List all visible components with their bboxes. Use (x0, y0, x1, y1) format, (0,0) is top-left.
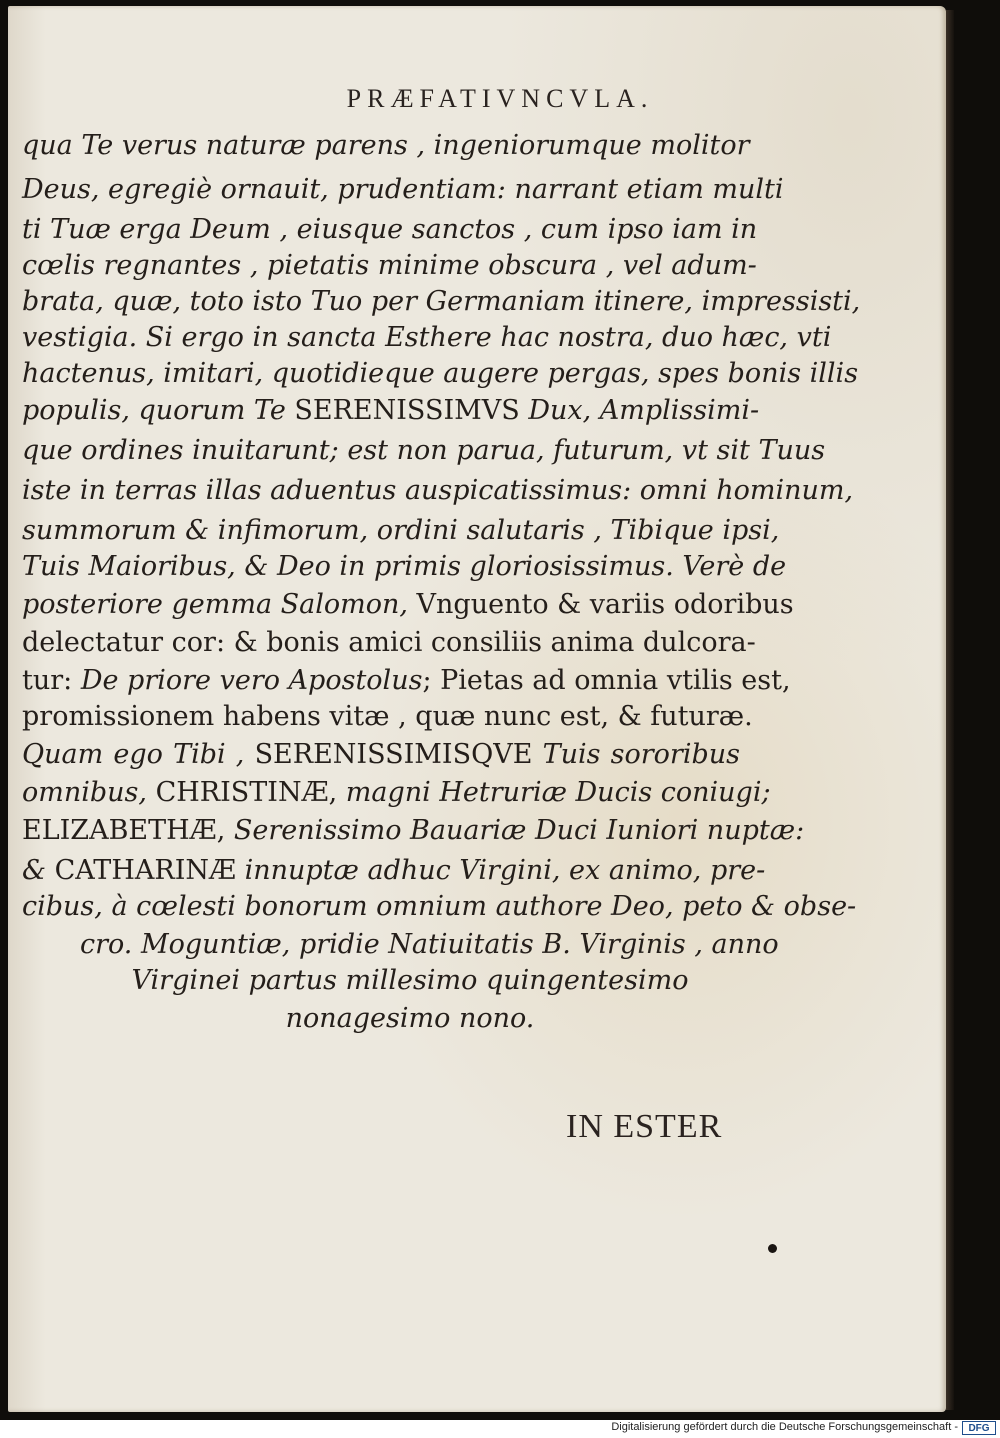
text-span: cœlis regnantes , pietatis minime obscura , vel adum- (22, 250, 757, 281)
text-span: cro. Moguntiæ, pridie Natiuitatis B. Virginis , anno (80, 929, 779, 960)
text-line (22, 473, 854, 509)
text-span: nonagesimo nono. (285, 1003, 535, 1034)
catchword: IN ESTER (566, 1108, 723, 1145)
text-span: CHRISTINÆ, (155, 777, 338, 808)
running-head: PRÆFATIVNCVLA. (346, 84, 654, 113)
text-line (22, 128, 750, 164)
text-line (22, 737, 740, 773)
dfg-logo: DFG (962, 1421, 996, 1435)
text-span: summorum & infimorum, ordini salutaris , Tibique ipsi, (22, 515, 780, 546)
text-span: ti Tuæ erga Deum , eiusque sanctos , cum ipso iam in (22, 214, 758, 245)
text-span: populis, quorum Te (22, 395, 295, 426)
text-span: hactenus, imitari, quotidieque augere pergas, spes bonis illis (22, 358, 859, 389)
text-span: iste in terras illas aduentus auspicatissimus: omni hominum, (22, 475, 854, 506)
text-span: que ordines inuitarunt; est non parua, futurum, vt sit Tuus (22, 435, 826, 466)
text-line (22, 284, 861, 320)
text-span: De priore vero Apostolus (80, 665, 423, 696)
text-line (22, 853, 766, 889)
text-line (22, 433, 826, 469)
ink-dot (768, 1244, 777, 1253)
text-span: CATHARINÆ (54, 855, 237, 886)
text-line (22, 587, 794, 623)
text-span: brata, quæ, toto isto Tuo per Germaniam itinere, impressisti, (22, 286, 861, 317)
text-line (22, 549, 787, 585)
text-line (22, 356, 859, 392)
text-span: qua Te verus naturæ parens , ingeniorumque molitor (22, 130, 750, 161)
text-span: omnibus, (22, 777, 156, 808)
text-line (22, 813, 805, 849)
text-line (80, 927, 779, 963)
text-span: Tuis sororibus (532, 739, 741, 770)
text-span: & (22, 855, 55, 886)
text-line (22, 248, 757, 284)
text-span: Virginei partus millesimo quingentesimo (131, 965, 689, 996)
text-span: Quam ego Tibi , (22, 739, 255, 770)
text-line (22, 663, 791, 699)
text-line (22, 212, 758, 248)
text-line (22, 172, 784, 208)
text-line (22, 320, 832, 356)
text-span: vestigia. Si ergo in sancta Esthere hac nostra, duo hæc, vti (22, 322, 832, 353)
text-span: posteriore gemma Salomon, (22, 589, 417, 620)
text-line (22, 513, 780, 549)
text-span: SERENISSIMISQVE (254, 739, 533, 770)
text-span: magni Hetruriæ Ducis coniugi; (337, 777, 771, 808)
text-span: delectatur cor: & bonis amici consiliis anima dulcora- (22, 627, 756, 658)
footer-credit: Digitalisierung gefördert durch die Deutsche Forschungsgemeinschaft - (611, 1421, 958, 1433)
text-span: ; Pietas ad omnia vtilis est, (422, 665, 791, 696)
text-span: ELIZABETHÆ, (22, 815, 226, 846)
text-span: Deus, egregiè ornauit, prudentiam: narrant etiam multi (22, 174, 784, 205)
text-span: Dux, Amplissimi- (519, 395, 760, 426)
text-span: innuptæ adhuc Virgini, ex animo, pre- (236, 855, 766, 886)
text-span: tur: (22, 665, 81, 696)
text-span: Tuis Maioribus, & Deo in primis gloriosissimus. Verè de (22, 551, 787, 582)
text-line (22, 625, 756, 661)
text-span: cibus, à cœlesti bonorum omnium authore Deo, peto & obse- (22, 891, 857, 922)
text-span: promissionem habens vitæ , quæ nunc est, & futuræ. (22, 701, 753, 732)
text-line (22, 699, 753, 735)
text-line (22, 775, 771, 811)
text-line (100, 963, 720, 999)
text-line (100, 1001, 720, 1037)
text-line (22, 393, 760, 429)
text-span: Serenissimo Bauariæ Duci Iuniori nuptæ: (225, 815, 805, 846)
page-edge (946, 10, 954, 1410)
text-span: SERENISSIMVS (294, 395, 520, 426)
text-line (22, 889, 857, 925)
text-span: Vnguento & variis odoribus (416, 589, 794, 620)
